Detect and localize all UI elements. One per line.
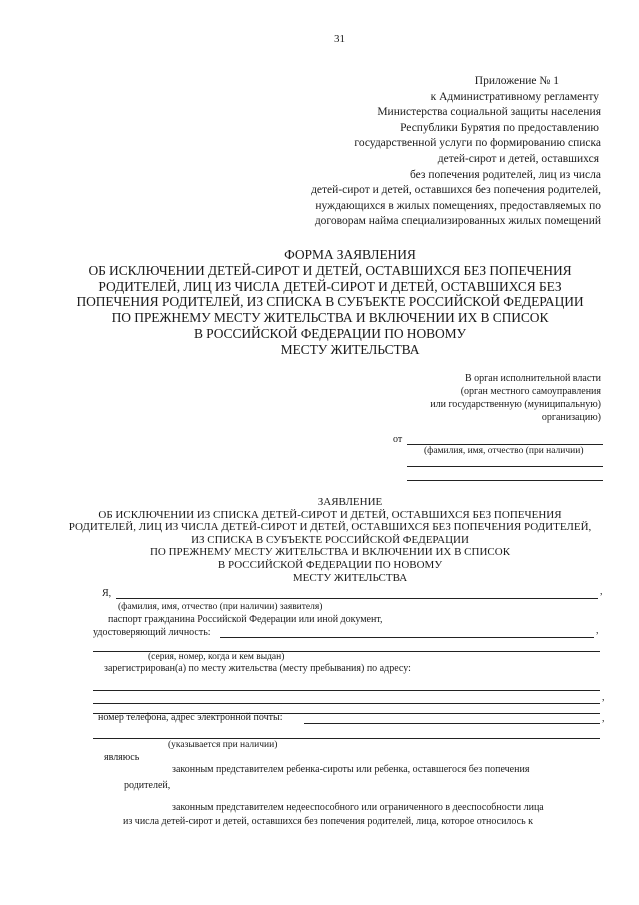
statement-title-line: ЗАЯВЛЕНИЕ: [317, 496, 383, 508]
appendix-header: [311, 74, 601, 230]
from-field[interactable]: [407, 444, 603, 445]
form-title-line: РОДИТЕЛЕЙ, ЛИЦ ИЗ ЧИСЛА ДЕТЕЙ-СИРОТ И ДЕТЕЙ, ОСТАВШИХСЯ БЕЗ: [98, 278, 562, 294]
passport-text: паспорт гражданина Российской Федерации или иной документ,: [108, 614, 383, 625]
appendix-line: детей-сирот и детей, оставшихся без попечения родителей,: [311, 184, 601, 197]
appendix-line: к Административному регламенту: [430, 90, 599, 103]
statement-title: [60, 496, 600, 584]
page-number: 31: [334, 33, 345, 45]
appendix-line: государственной услуги по формированию списка: [354, 137, 601, 150]
form-title-line: ОБ ИСКЛЮЧЕНИИ ДЕТЕЙ-СИРОТ И ДЕТЕЙ, ОСТАВШИХСЯ БЕЗ ПОПЕЧЕНИЯ: [88, 262, 572, 278]
form-title-line: ФОРМА ЗАЯВЛЕНИЯ: [284, 247, 416, 262]
representative-text: из числа детей-сирот и детей, оставшихся без попечения родителей, лица, которое относилось к: [123, 816, 534, 827]
appendix-line: без попечения родителей, лиц из числа: [409, 168, 601, 181]
phone-email-field[interactable]: [304, 723, 600, 724]
statement-title-line: В РОССИЙСКОЙ ФЕДЕРАЦИИ ПО НОВОМУ: [217, 558, 443, 571]
representative-text: законным представителем недееспособного или ограниченного в дееспособности лица: [172, 802, 544, 813]
form-title: [60, 247, 600, 358]
phone-email-field-2[interactable]: [93, 738, 600, 739]
statement-title-line: ИЗ СПИСКА В СУБЪЕКТЕ РОССИЙСКОЙ ФЕДЕРАЦИИ: [191, 533, 469, 546]
from-field-2[interactable]: [407, 466, 603, 467]
organ-line: организацию): [541, 412, 601, 423]
appendix-line: Приложение № 1: [474, 75, 559, 87]
appendix-line: договорам найма специализированных жилых помещений: [314, 215, 601, 228]
representative-text: законным представителем ребенка-сироты или ребенка, оставшегося без попечения: [172, 764, 530, 775]
statement-title-line: ПО ПРЕЖНЕМУ МЕСТУ ЖИТЕЛЬСТВА И ВКЛЮЧЕНИИ ИХ В СПИСОК: [149, 546, 511, 559]
from-hint: (фамилия, имя, отчество (при наличии): [424, 446, 584, 456]
from-label: от: [393, 434, 403, 445]
from-field-3[interactable]: [407, 480, 603, 481]
recipient-organ: [430, 372, 601, 424]
form-title-line: ПОПЕЧЕНИЯ РОДИТЕЛЕЙ, ИЗ СПИСКА В СУБЪЕКТЕ РОССИЙСКОЙ ФЕДЕРАЦИИ: [76, 294, 584, 310]
statement-title-line: МЕСТУ ЖИТЕЛЬСТВА: [292, 571, 408, 584]
form-title-line: ПО ПРЕЖНЕМУ МЕСТУ ЖИТЕЛЬСТВА И ВКЛЮЧЕНИИ ИХ В СПИСОК: [111, 310, 549, 326]
ya-label: Я,: [102, 588, 112, 599]
appendix-line: нуждающихся в жилых помещениях, предоставляемых по: [315, 199, 601, 212]
form-title-line: МЕСТУ ЖИТЕЛЬСТВА: [280, 341, 420, 357]
statement-title-line: РОДИТЕЛЕЙ, ЛИЦ ИЗ ЧИСЛА ДЕТЕЙ-СИРОТ И ДЕТЕЙ, ОСТАВШИХСЯ БЕЗ ПОПЕЧЕНИЯ РОДИТЕЛЕЙ,: [68, 521, 592, 534]
form-title-line: В РОССИЙСКОЙ ФЕДЕРАЦИИ ПО НОВОМУ: [193, 325, 467, 341]
applicant-name-field[interactable]: [116, 598, 598, 599]
comma: ,: [600, 586, 603, 597]
if-any-hint: (указывается при наличии): [168, 740, 278, 750]
address-field-1[interactable]: [93, 690, 600, 691]
statement-title-line: ОБ ИСКЛЮЧЕНИИ ИЗ СПИСКА ДЕТЕЙ-СИРОТ И ДЕТЕЙ, ОСТАВШИХСЯ БЕЗ ПОПЕЧЕНИЯ: [98, 508, 562, 521]
organ-line: В орган исполнительной власти: [464, 373, 601, 384]
applicant-name-hint: (фамилия, имя, отчество (при наличии) заявителя): [118, 602, 323, 612]
organ-line: или государственную (муниципальную): [430, 399, 601, 410]
comma: ,: [596, 625, 599, 636]
comma: ,: [602, 692, 605, 703]
id-document-field[interactable]: [220, 637, 594, 638]
id-document-label: удостоверяющий личность:: [93, 627, 211, 638]
phone-email-label: номер телефона, адрес электронной почты:: [98, 712, 283, 723]
registered-text: зарегистрирован(а) по месту жительства (месту пребывания) по адресу:: [104, 663, 411, 674]
address-field-2[interactable]: [93, 703, 600, 704]
comma: ,: [602, 713, 605, 724]
appendix-line: Республики Бурятия по предоставлению: [400, 121, 599, 134]
organ-line: (орган местного самоуправления: [460, 386, 601, 397]
appendix-line: Министерства социальной защиты населения: [377, 106, 601, 119]
being-text: являюсь: [104, 752, 140, 763]
representative-text: родителей,: [124, 780, 171, 791]
appendix-line: детей-сирот и детей, оставшихся: [437, 152, 599, 165]
series-hint: (серия, номер, когда и кем выдан): [148, 652, 285, 662]
